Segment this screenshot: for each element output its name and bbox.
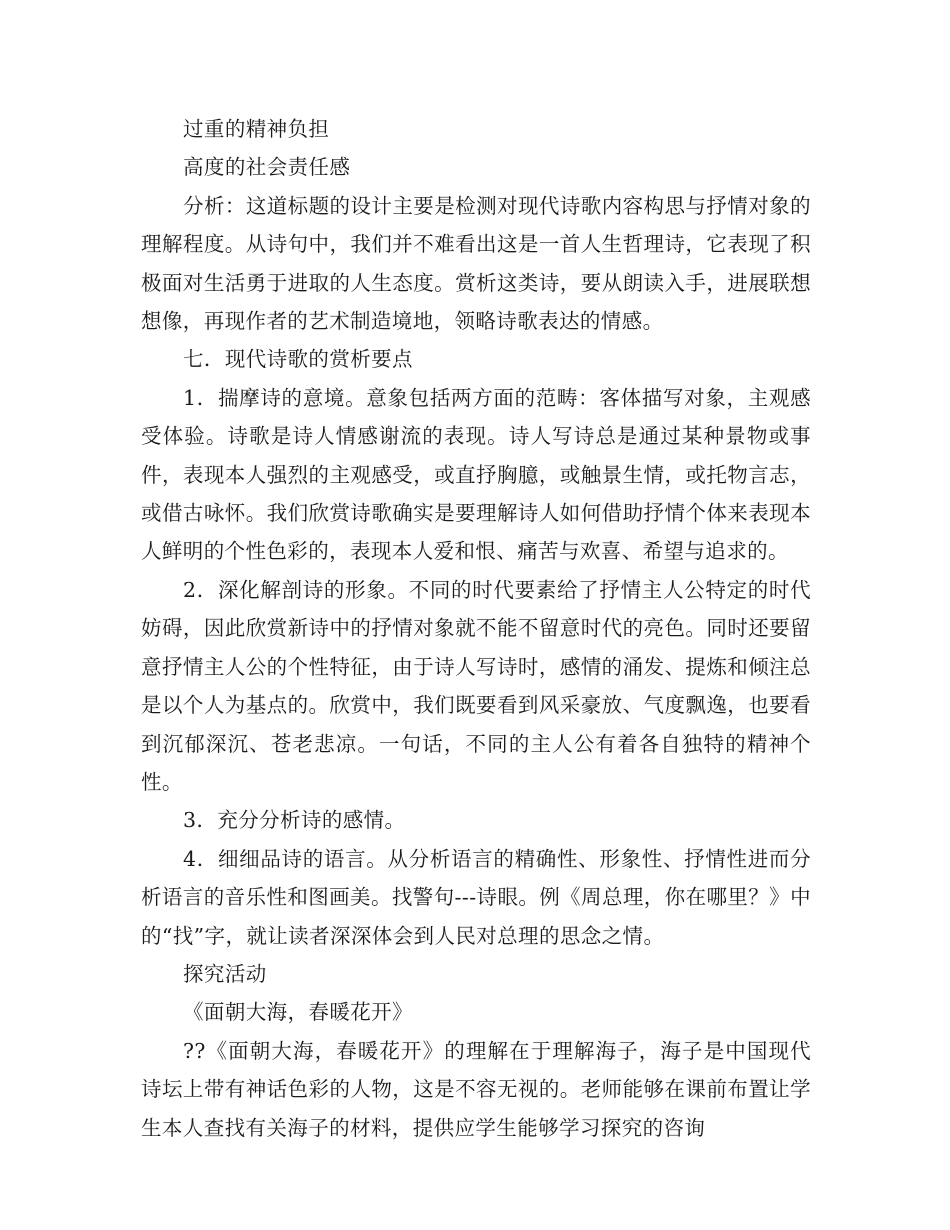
- point-3: 3．充分分析诗的感情。: [183, 808, 406, 833]
- paragraph-haizi: ??《面朝大海，春暖花开》的理解在于理解海子，海子是中国现代诗坛上带有神话色彩的人物，这是不容无视的。老师能够在课前布置让学生本人查找有关海子的材料，提供应学生能够学习探究的咨询: [141, 1038, 811, 1140]
- activity-heading: 探究活动: [183, 961, 267, 986]
- paragraph-1: 过重的精神负担: [183, 117, 330, 141]
- paragraph-analysis: 分析：这道标题的设计主要是检测对现代诗歌内容构思与抒情对象的理解程度。从诗句中，我们并不难看出这是一首人生哲理诗，它表现了积极面对生活勇于进取的人生态度。赏析这类诗，要从朗读入手，进展联想想像，再现作者的艺术制造境地，领略诗歌表达的情感。: [141, 193, 811, 334]
- paragraph-2: 高度的社会责任感: [183, 155, 351, 180]
- document-body: [141, 110, 811, 1147]
- poem-title: 《面朝大海，春暖花开》: [183, 1000, 413, 1025]
- section-heading-7: 七．现代诗歌的赏析要点: [183, 347, 413, 372]
- point-1: 1．揣摩诗的意境。意象包括两方面的范畴：客体描写对象，主观感受体验。诗歌是诗人情感谢流的表现。诗人写诗总是通过某种景物或事件，表现本人强烈的主观感受，或直抒胸臆，或触景生情，或托物言志，或借古咏怀。我们欣赏诗歌确实是要理解诗人如何借助抒情个体来表现本人鲜明的个性色彩的，表现本人爱和恨、痛苦与欢喜、希望与追求的。: [141, 385, 811, 564]
- point-4: 4．细细品诗的语言。从分析语言的精确性、形象性、抒情性进而分析语言的音乐性和图画美。找警句---诗眼。例《周总理，你在哪里？》中的“找”字，就让读者深深体会到人民对总理的思念之情。: [141, 846, 811, 948]
- point-2: 2．深化解剖诗的形象。不同的时代要素给了抒情主人公特定的时代妨碍，因此欣赏新诗中的抒情对象就不能不留意时代的亮色。同时还要留意抒情主人公的个性特征，由于诗人写诗时，感情的涌发、提炼和倾注总是以个人为基点的。欣赏中，我们既要看到风采豪放、气度飘逸，也要看到沉郁深沉、苍老悲凉。一句话，不同的主人公有着各自独特的精神个性。: [141, 577, 811, 794]
